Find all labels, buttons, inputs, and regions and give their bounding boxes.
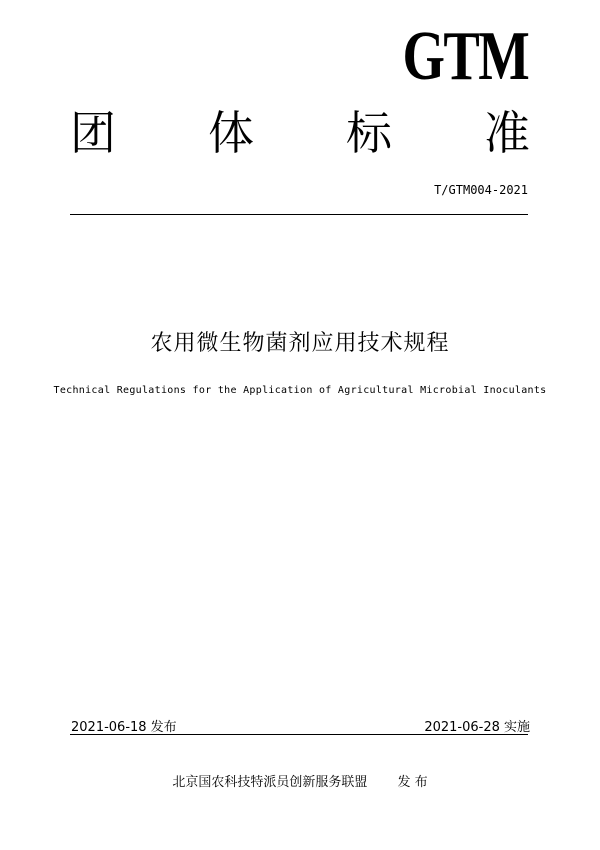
standard-type-heading xyxy=(70,108,530,158)
issuer-name: 北京国农科技特派员创新服务联盟 xyxy=(172,775,368,790)
standard-type-char: 体 xyxy=(208,106,254,160)
document-title-english: Technical Regulations for the Application of Agricultural Microbial Inoculants xyxy=(53,385,547,396)
standard-type-char: 团 xyxy=(70,106,116,160)
gtm-logo: GTM xyxy=(402,18,528,95)
document-title-chinese: 农用微生物菌剂应用技术规程 xyxy=(150,331,450,356)
issuer-action: 发 布 xyxy=(397,775,428,790)
publish-date: 2021-06-18 发布 xyxy=(71,720,177,735)
footer-divider xyxy=(70,734,528,735)
issuer-line xyxy=(0,771,600,790)
header-divider xyxy=(70,214,528,215)
standard-type-char: 标 xyxy=(346,106,392,160)
standard-type-char: 准 xyxy=(484,106,530,160)
implementation-date: 2021-06-28 实施 xyxy=(424,720,530,735)
standard-number: T/GTM004-2021 xyxy=(434,183,528,197)
